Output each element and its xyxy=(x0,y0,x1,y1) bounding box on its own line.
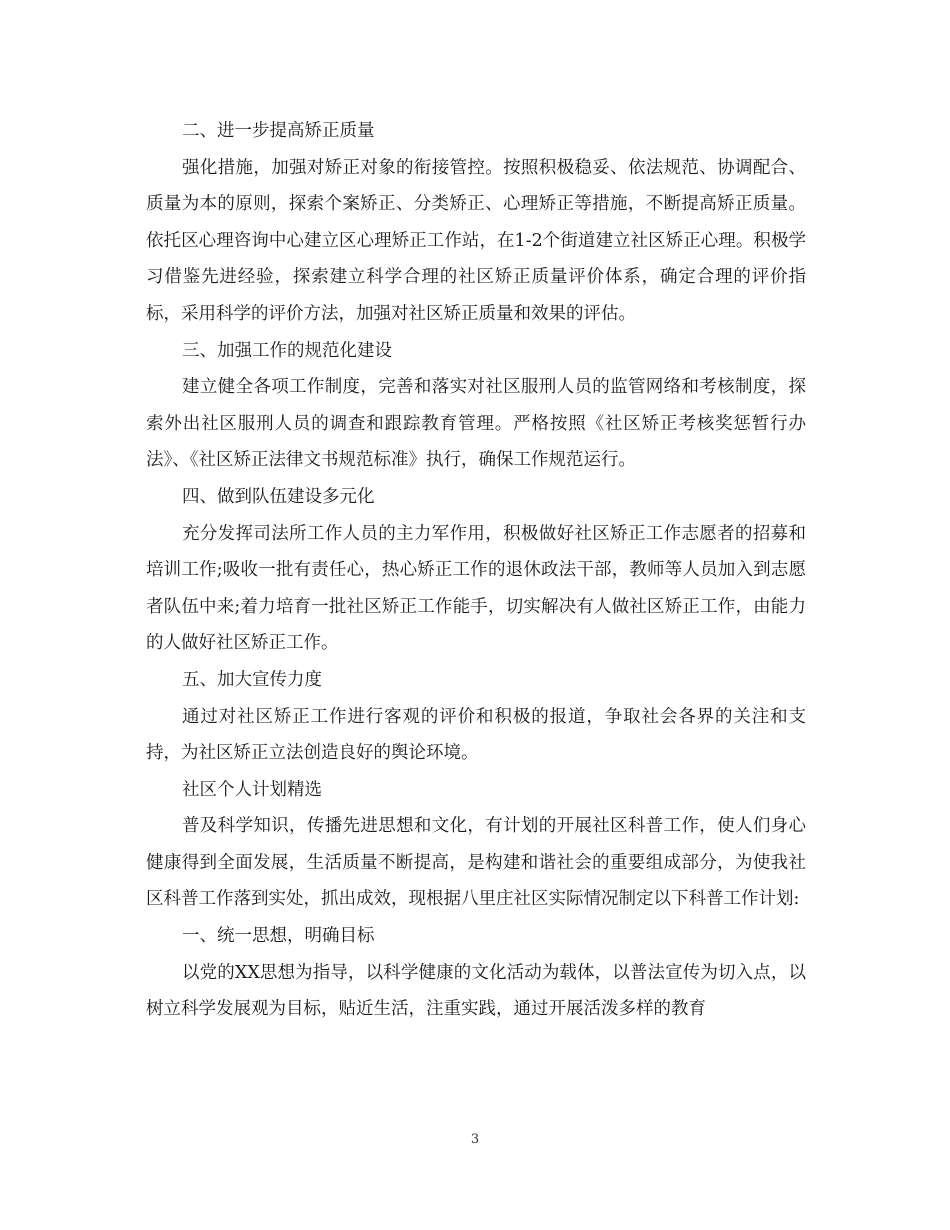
page-number: 3 xyxy=(470,1132,480,1147)
paragraph-science-intro: 普及科学知识，传播先进思想和文化，有计划的开展社区科普工作，使人们身心健康得到全面发展，生活质量不断提高，是构建和谐社会的重要组成部分，为使我社区科普工作落到实处，抓出成效，现根据八里庄社区实际情况制定以下科普工作计划: xyxy=(146,816,806,910)
paragraph-correction-quality: 强化措施，加强对矫正对象的衔接管控。按照积极稳妥、依法规范、协调配合、质量为本的原则，探索个案矫正、分类矫正、心理矫正等措施，不断提高矫正质量。依托区心理咨询中心建立区心理矫正工作站，在1-2个街道建立社区矫正心理。积极学习借鉴先进经验，探索建立科学合理的社区矫正质量评价体系，确定合理的评价指标，采用科学的评价方法，加强对社区矫正质量和效果的评估。 xyxy=(146,157,806,324)
section-heading-2: 二、进一步提高矫正质量 xyxy=(182,121,375,141)
section-heading-1: 一、统一思想，明确目标 xyxy=(182,926,375,947)
section-heading-4: 四、做到队伍建设多元化 xyxy=(182,486,375,507)
document-body xyxy=(146,113,806,1028)
section-heading-3: 三、加强工作的规范化建设 xyxy=(182,340,392,361)
section-heading-5: 五、加大宣传力度 xyxy=(182,669,322,690)
paragraph-team-building: 充分发挥司法所工作人员的主力军作用，积极做好社区矫正工作志愿者的招募和培训工作;吸收一批有责任心，热心矫正工作的退休政法干部，教师等人员加入到志愿者队伍中来;着力培育一批社区矫正工作能手，切实解决有人做社区矫正工作，由能力的人做好社区矫正工作。 xyxy=(146,523,806,654)
article-title: 社区个人计划精选 xyxy=(182,779,322,800)
paragraph-guiding-thought: 以党的XX思想为指导，以科学健康的文化活动为载体，以普法宣传为切入点，以树立科学发展观为目标，贴近生活，注重实践，通过开展活泼多样的教育 xyxy=(146,962,806,1020)
paragraph-standardization: 建立健全各项工作制度，完善和落实对社区服刑人员的监管网络和考核制度，探索外出社区服刑人员的调查和跟踪教育管理。严格按照《社区矫正考核奖惩暂行办法》、《社区矫正法律文书规范标准》执行，确保工作规范运行。 xyxy=(146,377,806,471)
paragraph-publicity: 通过对社区矫正工作进行客观的评价和积极的报道，争取社会各界的关注和支持，为社区矫正立法创造良好的舆论环境。 xyxy=(146,706,806,764)
